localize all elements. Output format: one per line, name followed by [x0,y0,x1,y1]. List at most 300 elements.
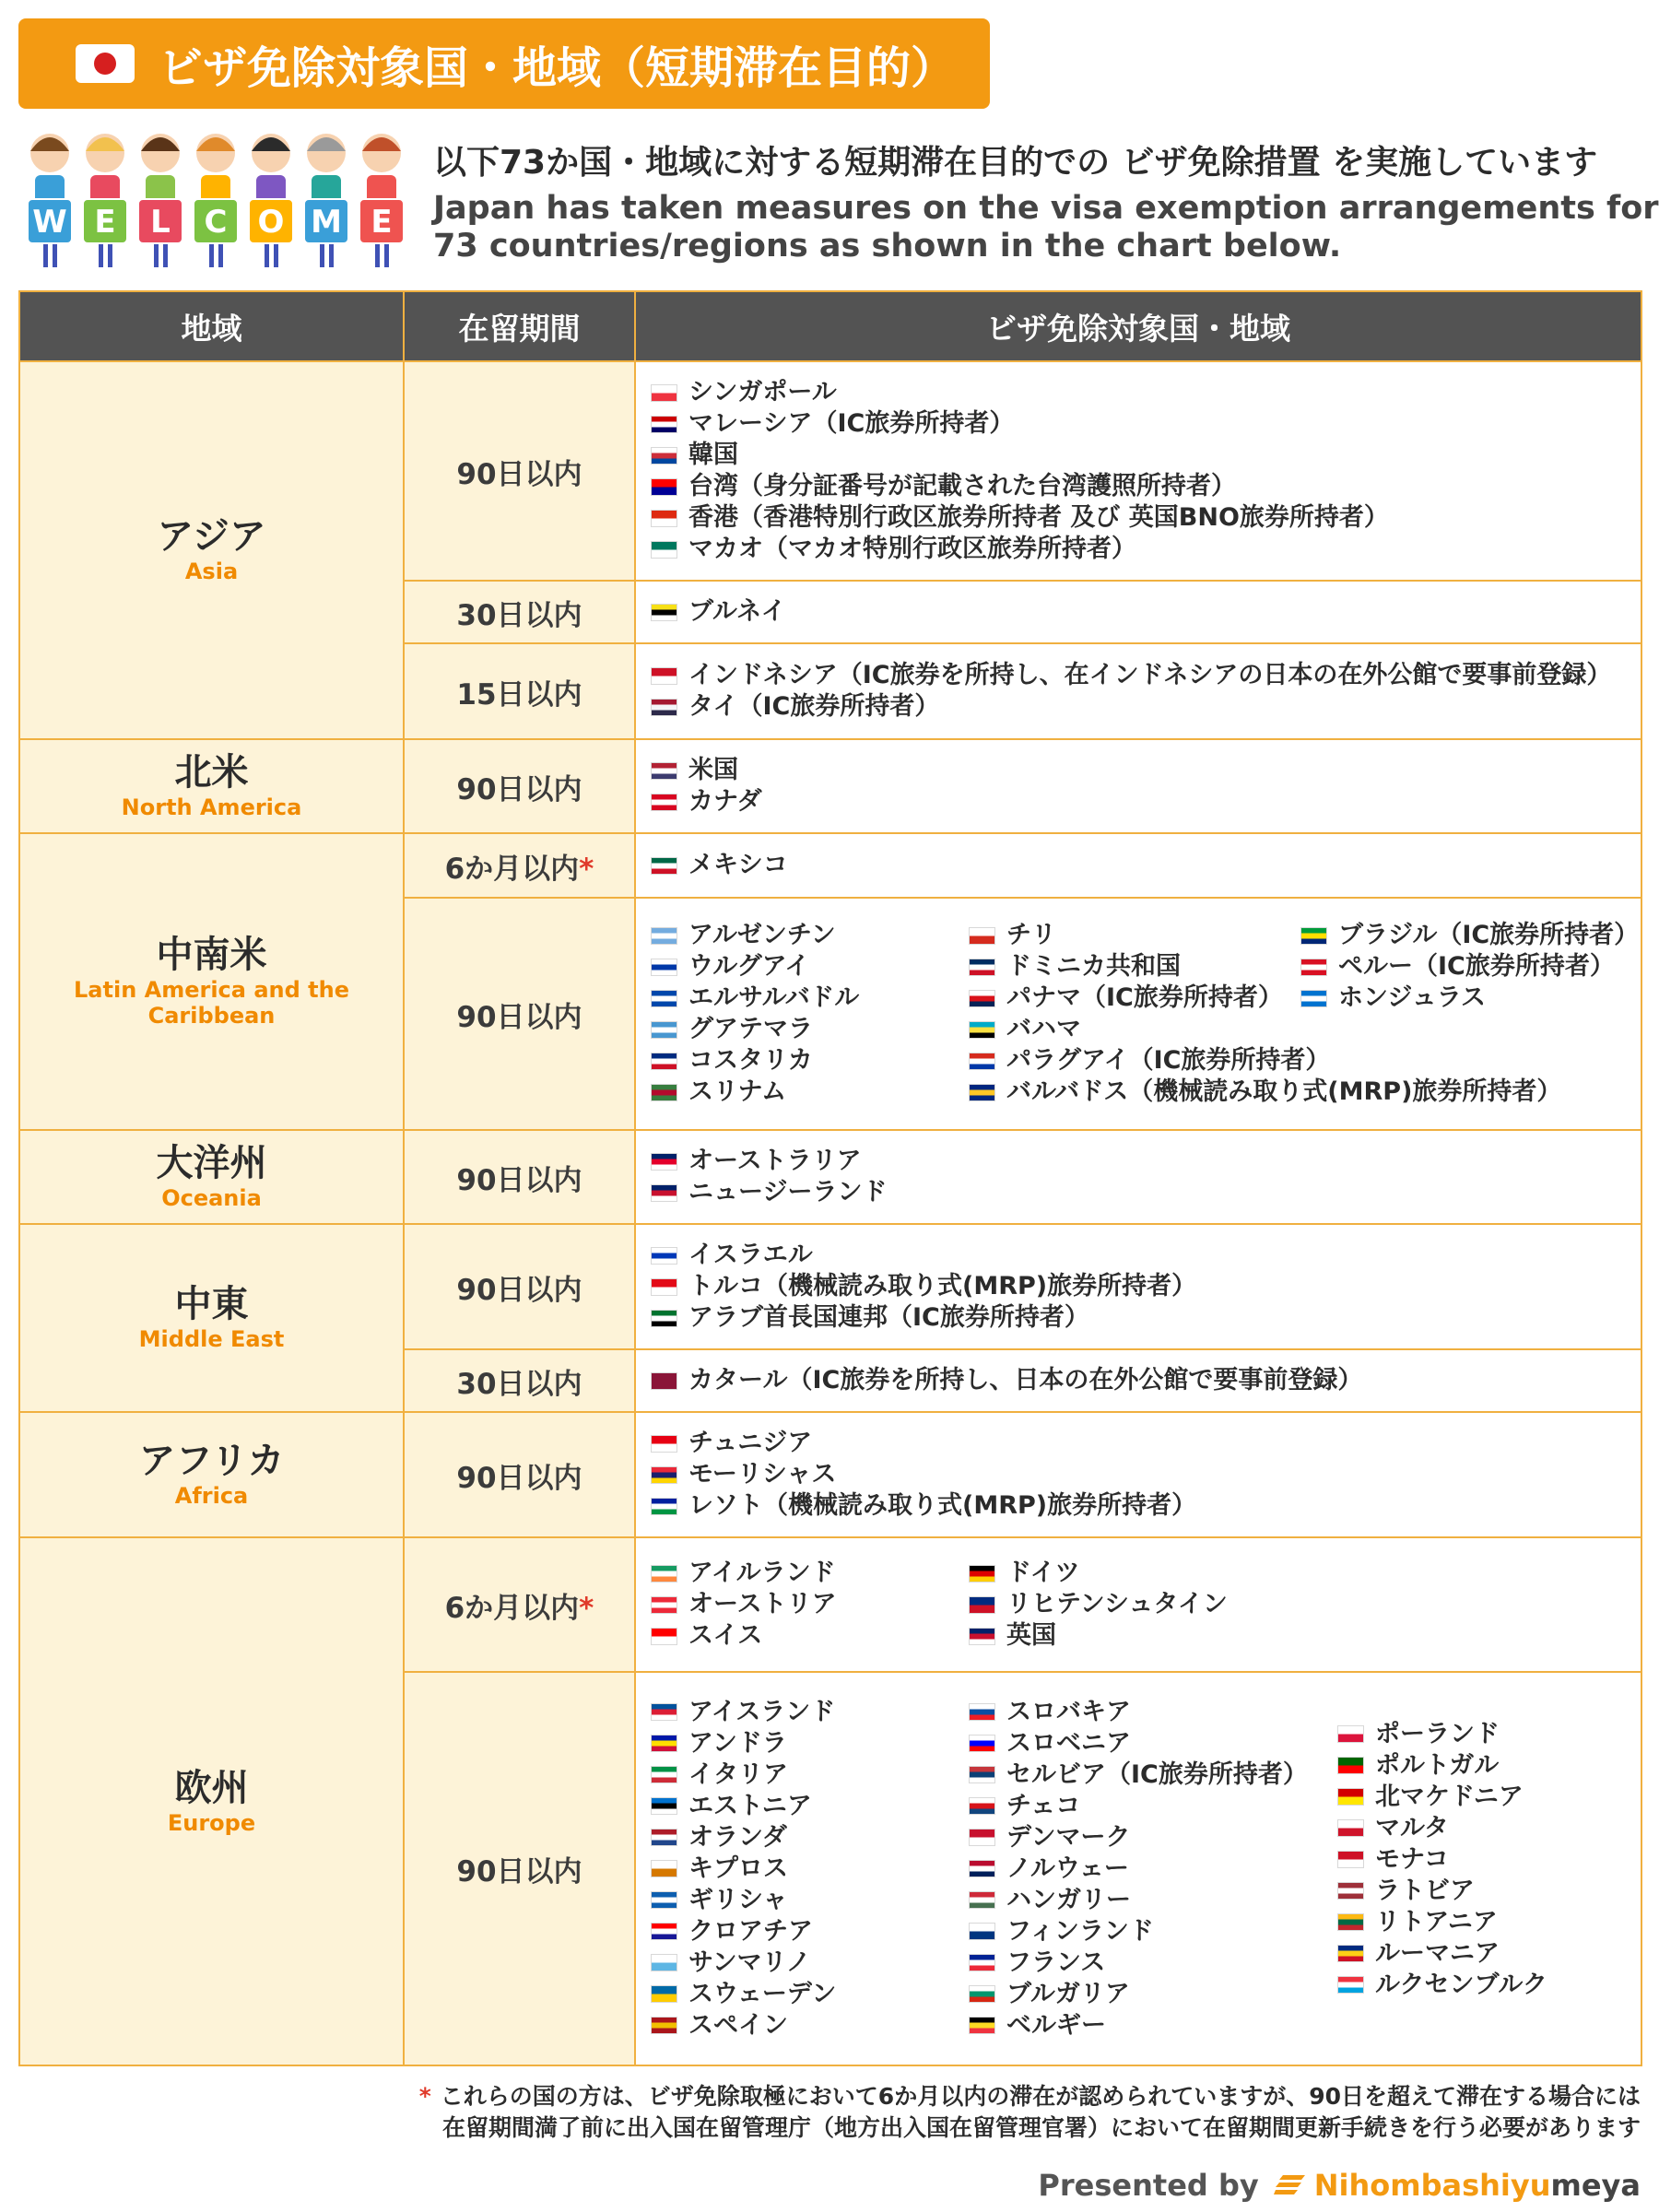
country-flag-icon [1300,990,1327,1007]
country-name: マレーシア（IC旅券所持者） [688,409,1015,438]
region-africa [19,1412,404,1537]
presented-prefix: Presented by [1038,2168,1259,2203]
page-title: ビザ免除対象国・地域（短期滞在目的） [159,41,956,94]
table-row [19,739,1641,833]
list-item [1337,1750,1547,1782]
list-item [1337,1844,1547,1876]
country-name: ニュージーランド [688,1178,888,1206]
list-item [1337,1782,1547,1813]
table-row [19,361,1641,581]
country-flag-icon [969,1891,995,1909]
welcome-letter: E [94,204,116,241]
list-item [651,1620,969,1652]
country-flag-icon [969,1565,995,1583]
list-item [1337,1813,1547,1844]
country-name: ペルー（IC旅券所持者） [1338,952,1615,981]
country-name: スペイン [688,2010,788,2040]
list-item [651,1885,969,1916]
list-item [651,1077,969,1108]
region-name-en: Europe [167,1809,256,1836]
country-flag-icon [651,604,677,621]
region-name-en: North America [121,794,302,820]
country-flag-icon [651,1703,677,1721]
country-flag-icon [969,1735,995,1752]
list-item [651,982,969,1014]
country-name: スウェーデン [688,1979,837,2008]
country-flag-icon [1337,1819,1364,1837]
country-list [651,660,1626,723]
list-item [651,1240,1626,1271]
country-name: バハマ [1006,1015,1081,1043]
list-item [969,1916,1337,1947]
list-item [1300,982,1639,1014]
footnote-line1 [419,2081,1641,2112]
duration-cell [404,1672,635,2065]
country-flag-icon [969,1596,995,1614]
country-name: ブラジル（IC旅券所持者） [1338,921,1640,949]
country-name: マルタ [1375,1813,1449,1842]
list-item [969,1979,1337,2010]
table-row [19,1130,1641,1224]
brand-name-part1: Nihombashi [1313,2168,1511,2203]
country-flag-icon [651,1829,677,1846]
country-name: クロアチア [688,1916,813,1946]
country-name: ポーランド [1375,1719,1500,1748]
country-flag-icon [969,1021,995,1039]
duration-cell [404,1537,635,1672]
list-item [969,1853,1337,1885]
country-name: ベルギー [1006,2010,1106,2040]
list-item [651,1490,1626,1522]
country-flag-icon [651,794,677,811]
country-name: 米国 [688,756,738,784]
country-flag-icon [1337,1945,1364,1962]
country-flag-icon [969,1954,995,1971]
country-name: インドネシア（IC旅券を所持し、在インドネシアの日本の在外公館で要事前登録） [688,661,1612,689]
country-name: チェコ [1006,1791,1081,1820]
country-list [969,1697,1337,2041]
list-item [651,596,1626,628]
country-flag-icon [969,1829,995,1846]
country-flag-icon [651,762,677,780]
list-item [969,1728,1337,1759]
region-latin-america [19,833,404,1130]
intro-english-line2: 73 countries/regions as shown in the chart below. [433,228,1342,265]
list-item [651,691,1626,723]
list-item [651,660,1626,691]
country-name: ポルトガル [1375,1750,1500,1780]
list-item [651,502,1626,534]
country-name: エルサルバドル [688,983,860,1012]
country-flag-icon [651,1891,677,1909]
list-item [651,1853,969,1885]
list-item [969,951,1300,982]
country-name: カナダ [688,787,762,816]
country-flag-icon [969,1703,995,1721]
country-flag-icon [969,2017,995,2034]
country-flag-icon [651,447,677,465]
country-name: 北マケドニア [1375,1782,1524,1811]
list-item [651,1428,1626,1459]
country-flag-icon [969,1923,995,1940]
country-flag-icon [969,1860,995,1877]
country-list [651,755,1626,818]
country-name: ギリシャ [688,1885,788,1914]
region-name-en: Middle East [138,1326,285,1352]
brand-logo-icon [1274,2171,1307,2199]
list-item [651,408,1626,440]
duration-cell [404,739,635,833]
list-item [651,1697,969,1728]
country-flag-icon [651,1435,677,1453]
country-name: アンドラ [688,1728,787,1758]
country-list [1300,920,1639,1108]
country-flag-icon [1337,1913,1364,1931]
list-item [969,1759,1337,1791]
country-columns [651,1558,1626,1652]
country-flag-icon [651,1278,677,1296]
country-name: カタール（IC旅券を所持し、日本の在外公館で要事前登録） [688,1366,1363,1394]
list-item [1337,1938,1547,1970]
country-name: ルーマニア [1375,1938,1500,1968]
country-cell [635,361,1641,581]
country-name: バルバドス（機械読み取り式(MRP)旅券所持者） [1006,1077,1562,1106]
country-list [1337,1719,1547,2041]
duration-cell [404,898,635,1130]
country-name: ブルネイ [688,597,786,626]
brand-name-part2: yu [1510,2168,1551,2203]
list-item [651,377,1626,408]
country-name: アイルランド [688,1559,836,1587]
country-list [969,1558,1228,1652]
country-flag-icon [969,1985,995,2003]
list-item [651,1045,969,1077]
country-name: トルコ（機械読み取り式(MRP)旅券所持者） [688,1272,1197,1300]
country-name: フランス [1006,1947,1106,1977]
country-flag-icon [651,1797,677,1815]
list-item [1337,1876,1547,1907]
country-cell [635,898,1641,1130]
country-name: イタリア [688,1759,788,1789]
country-cell [635,581,1641,643]
list-item [969,920,1300,951]
duration-cell [404,581,635,643]
list-item [651,850,1626,881]
list-item [969,982,1300,1014]
country-cell [635,643,1641,739]
region-name-en: Oceania [161,1185,262,1211]
country-flag-icon [969,1628,995,1645]
country-name: リヒテンシュタイン [1006,1590,1228,1618]
country-flag-icon [651,510,677,527]
list-item [651,1822,969,1853]
country-name: 英国 [1006,1621,1056,1650]
list-item [969,1885,1337,1916]
country-cell [635,1349,1641,1412]
welcome-letter: E [371,204,393,241]
country-name: タイ（IC旅券所持者） [688,692,940,721]
country-name: ブルガリア [1006,1979,1130,2008]
table-row [19,1537,1641,1672]
duration-label: 6か月以内 [444,852,580,886]
list-item [969,1947,1337,1979]
region-north-america [19,739,404,833]
country-list [651,920,969,1108]
country-flag-icon [651,416,677,433]
list-item [651,1728,969,1759]
country-name: スイス [688,1621,763,1650]
country-name: エストニア [688,1791,812,1820]
list-item [969,1697,1337,1728]
duration-label: 90日以内 [456,1163,582,1197]
country-flag-icon [969,1084,995,1101]
list-item [651,1014,969,1045]
list-item [651,1558,969,1589]
japan-flag-icon [76,44,135,83]
duration-label: 90日以内 [456,1273,582,1307]
list-item [969,1620,1228,1652]
duration-cell [404,1349,635,1412]
country-flag-icon [651,1985,677,2003]
list-item [651,1146,1626,1177]
header-duration: 在留期間 [404,291,635,361]
list-item [1300,920,1639,951]
country-flag-icon [651,857,677,875]
table-row [19,833,1641,898]
country-flag-icon [651,1565,677,1583]
region-name: アジア [157,515,266,558]
duration-label: 90日以内 [456,772,582,806]
country-flag-icon [651,1628,677,1645]
country-flag-icon [969,1053,995,1070]
region-name: アフリカ [138,1440,285,1482]
country-columns [651,920,1640,1108]
intro-japanese: 以下73か国・地域に対する短期滞在目的での ビザ免除措置 を実施しています [433,144,1598,182]
list-item [651,1589,969,1620]
country-flag-icon [651,1021,677,1039]
duration-label: 30日以内 [456,598,582,632]
country-name: モナコ [1375,1844,1449,1874]
list-item [969,2010,1337,2041]
intro-english-line1: Japan has taken measures on the visa exemption arrangements for [433,190,1659,227]
welcome-letter: C [204,204,228,241]
country-flag-icon [651,1596,677,1614]
region-name: 北米 [174,751,249,794]
country-list [651,377,1626,565]
list-item [651,1365,1626,1396]
country-flag-icon [651,2017,677,2034]
country-name: グアテマラ [688,1015,813,1043]
region-name-en: Africa [174,1483,249,1509]
country-flag-icon [1337,1725,1364,1743]
brand-name-part3: meya [1550,2168,1641,2203]
country-name: スロベニア [1006,1728,1131,1758]
duration-label: 30日以内 [456,1367,582,1401]
country-flag-icon [969,1766,995,1783]
welcome-letter: O [257,204,285,241]
country-columns [651,1697,1626,2041]
list-item [651,440,1626,471]
region-name: 中東 [174,1283,249,1325]
list-item [969,1014,1300,1045]
table-header-row [19,291,1641,361]
country-flag-icon [651,478,677,496]
country-flag-icon [969,1797,995,1815]
country-flag-icon [651,927,677,945]
country-name: パナマ（IC旅券所持者） [1006,983,1283,1012]
country-name: アルゼンチン [688,921,836,949]
country-flag-icon [1337,1757,1364,1774]
welcome-letter: L [150,204,171,241]
country-flag-icon [651,1498,677,1515]
country-flag-icon [651,1466,677,1484]
country-name: ハンガリー [1006,1885,1131,1914]
welcome-letter: W [32,204,67,241]
region-middle-east [19,1224,404,1412]
duration-cell [404,1224,635,1349]
country-flag-icon [651,1184,677,1202]
country-flag-icon [1337,1976,1364,1994]
list-item [969,1822,1337,1853]
country-flag-icon [651,1372,677,1390]
duration-label: 90日以内 [456,1855,582,1888]
country-cell [635,1130,1641,1224]
country-flag-icon [651,1084,677,1101]
country-name: スリナム [688,1077,787,1106]
list-item [651,755,1626,786]
duration-cell [404,643,635,739]
list-item [651,1459,1626,1490]
duration-cell [404,833,635,898]
country-flag-icon [1300,927,1327,945]
country-name: ウルグアイ [688,952,810,981]
country-flag-icon [651,1247,677,1265]
list-item [1337,1907,1547,1938]
country-list [651,850,1626,881]
country-flag-icon [651,1923,677,1940]
country-flag-icon [1337,1788,1364,1806]
list-item [651,1177,1626,1208]
country-flag-icon [651,1954,677,1971]
country-flag-icon [1337,1882,1364,1900]
country-flag-icon [651,1153,677,1171]
region-name-en-line2: Caribbean [147,1003,276,1029]
list-item [651,1271,1626,1302]
list-item [969,1589,1228,1620]
country-list [651,1365,1626,1396]
country-flag-icon [651,1860,677,1877]
region-name: 中南米 [156,934,267,976]
country-name: 台湾（身分証番号が記載された台湾護照所持者） [688,472,1236,500]
country-name: オーストラリア [688,1147,862,1175]
list-item [651,1791,969,1822]
country-name: アイスランド [688,1697,836,1726]
header-countries: ビザ免除対象国・地域 [635,291,1641,361]
country-flag-icon [651,699,677,716]
country-cell [635,1672,1641,2065]
list-item [651,951,969,982]
country-flag-icon [651,959,677,976]
visa-exemption-table [18,290,1642,2066]
country-flag-icon [651,541,677,559]
list-item [651,786,1626,818]
country-name: モーリシャス [688,1460,837,1488]
country-name: シンガポール [688,378,837,406]
region-oceania [19,1130,404,1224]
table-row [19,1412,1641,1537]
country-list [651,1428,1626,1522]
header-region: 地域 [19,291,404,361]
country-flag-icon [651,384,677,402]
country-flag-icon [969,990,995,1007]
country-name: サンマリノ [688,1947,811,1977]
list-item [969,1077,1562,1108]
country-name: ルクセンブルク [1375,1970,1547,1999]
region-name: 欧州 [174,1766,249,1809]
list-item [651,1947,969,1979]
country-cell [635,1224,1641,1349]
country-name: セルビア（IC旅券所持者） [1006,1759,1308,1789]
country-flag-icon [969,927,995,945]
country-cell [635,1537,1641,1672]
presented-by [1038,2168,1641,2203]
footnote-text-1: これらの国の方は、ビザ免除取極において6か月以内の滞在が認められていますが、90日を超えて滞在する場合には [440,2083,1641,2110]
welcome-letter: M [311,204,342,241]
country-cell [635,1412,1641,1537]
region-name: 大洋州 [156,1142,267,1184]
duration-cell [404,1412,635,1537]
list-item [651,2010,969,2041]
duration-label: 90日以内 [456,1000,582,1034]
country-name: オーストリア [688,1590,837,1618]
country-name: キプロス [688,1853,788,1883]
country-flag-icon [651,1310,677,1327]
list-item [1300,951,1639,982]
country-flag-icon [651,990,677,1007]
intro-english [433,190,1659,265]
region-name-en: Asia [184,559,239,584]
country-name: デンマーク [1006,1822,1131,1852]
country-name: コスタリカ [688,1046,813,1075]
welcome-kids-illustration [22,118,418,275]
list-item [1337,1719,1547,1750]
country-name: 香港（香港特別行政区旅券所持者 及び 英国BNO旅券所持者） [688,503,1389,532]
country-name: フィンランド [1006,1916,1154,1946]
country-cell [635,739,1641,833]
duration-label: 90日以内 [456,1461,582,1495]
list-item [651,471,1626,502]
duration-label: 90日以内 [456,457,582,491]
country-flag-icon [1300,959,1327,976]
list-item [1337,1970,1547,2001]
country-flag-icon [651,667,677,685]
country-name: チュニジア [688,1429,813,1457]
country-name: チリ [1006,921,1056,949]
country-name: ドミニカ共和国 [1006,952,1181,981]
list-item [969,1791,1337,1822]
country-name: パラグアイ（IC旅券所持者） [1006,1046,1331,1075]
footnote-line2: 在留期間満了前に出入国在留管理庁（地方出入国在留管理官署）において在留期間更新手続きを行う必要があります [441,2114,1641,2141]
region-name-en-line1: Latin America and the [74,977,349,1003]
country-name: レソト（機械読み取り式(MRP)旅券所持者） [688,1491,1197,1520]
duration-label: 6か月以内 [444,1591,580,1625]
country-name: ノルウェー [1006,1853,1129,1883]
country-name: ドイツ [1006,1559,1080,1587]
list-item [651,1302,1626,1334]
country-name: メキシコ [688,851,788,879]
footnote [419,2081,1641,2144]
country-name: オランダ [688,1822,787,1852]
